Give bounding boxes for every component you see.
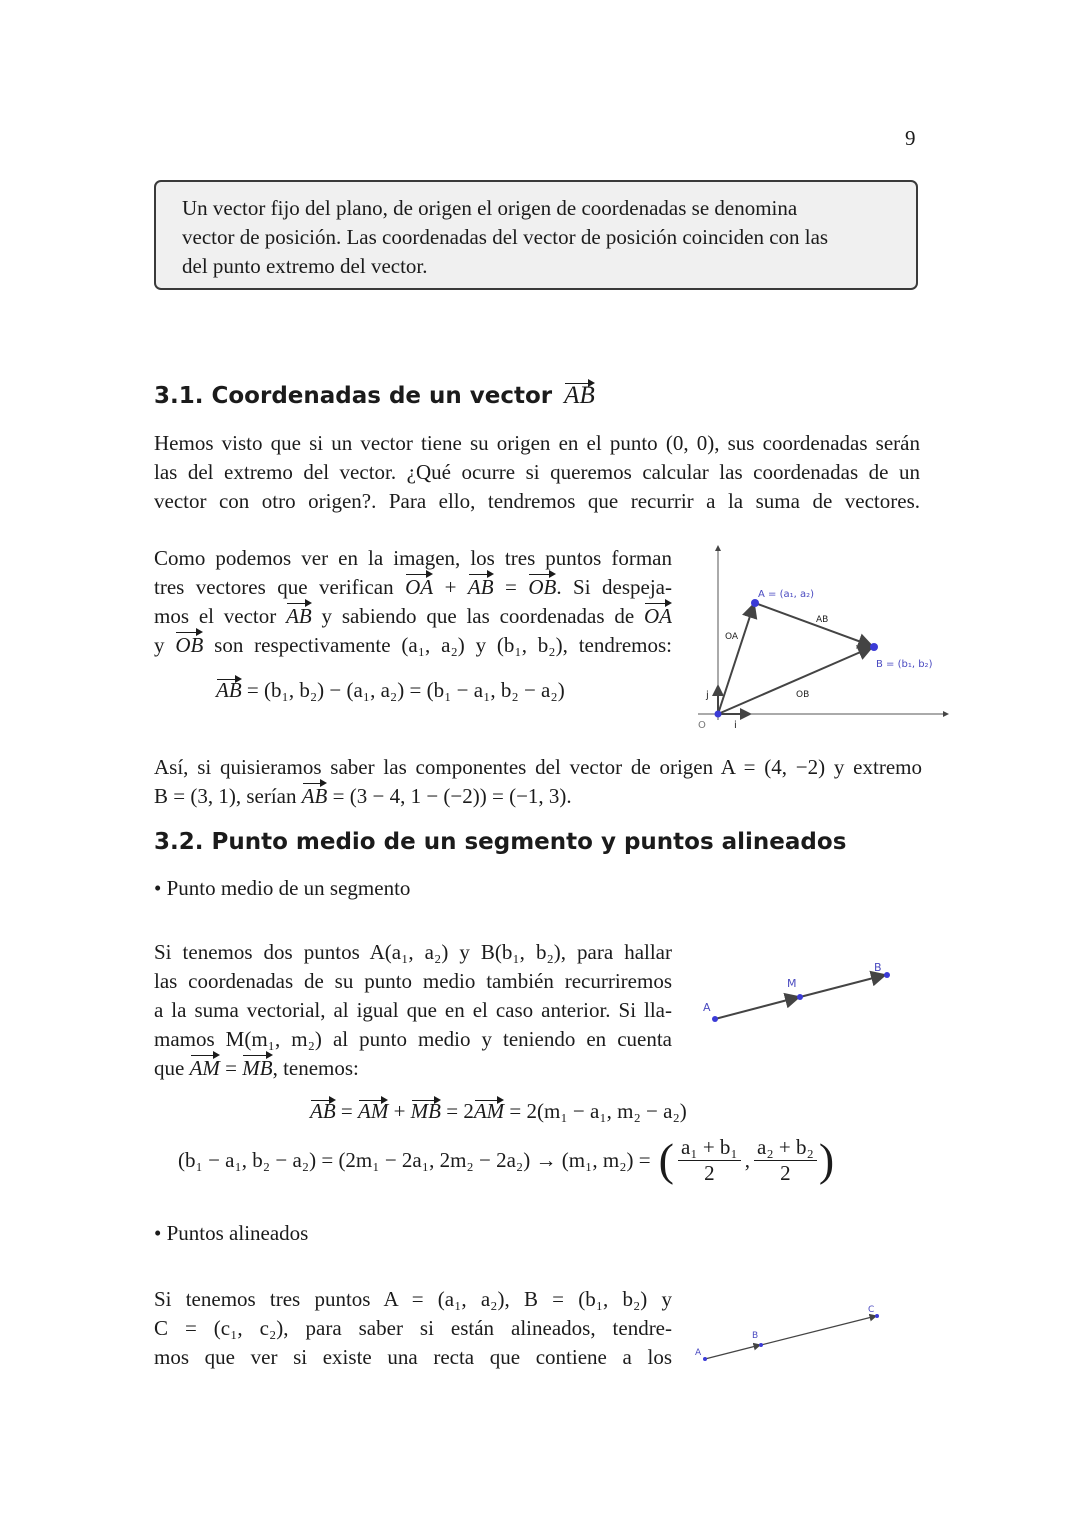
text-span: = (3 − 4, 1 − (−2)) = (−1, 3). — [332, 784, 572, 808]
segment-bc — [761, 1316, 876, 1345]
midpoint-equation-2 — [178, 1132, 834, 1188]
aligned-paragraph — [154, 1285, 672, 1372]
vector-oa-line — [718, 604, 754, 714]
label-m: M — [787, 977, 797, 990]
label-oa: OA — [725, 632, 739, 642]
label-a: A — [695, 1348, 702, 1358]
vector-oa: OA — [405, 573, 433, 602]
para-line: Como podemos ver en la imagen, los tres puntos forman — [154, 546, 672, 570]
label-ab: AB — [816, 615, 829, 625]
heading-text: 3.1. Coordenadas de un vector — [154, 383, 553, 409]
para-line: que AM = MB, tenemos: — [154, 1054, 672, 1083]
para-line: tres vectores que verifican OA + AB = OB. Si despeja- — [154, 573, 672, 602]
bullet-label: Punto medio de un segmento — [166, 876, 411, 900]
text-span: . Si despeja- — [556, 575, 672, 599]
intro-line: Hemos visto que si un vector tiene su origen en el punto (0, 0), sus coordenadas serán — [154, 431, 920, 455]
intro-line: las del extremo del vector. ¿Qué ocurre si queremos calcular las coordenadas de un — [154, 460, 920, 484]
bullet-dot: • — [154, 1221, 162, 1245]
segment-ab — [705, 1345, 760, 1359]
section-heading-3-2: 3.2. Punto medio de un segmento y puntos alineados — [154, 829, 847, 855]
vector-oa: OA — [644, 602, 672, 631]
bullet-label: Puntos alineados — [166, 1221, 309, 1245]
point-c — [875, 1314, 879, 1318]
ab-equation — [216, 678, 565, 703]
equation-text: = (b₁, b₂) − (a₁, a₂) = (b₁ − a₁, b₂ − a₂) — [246, 678, 565, 702]
text-span: y sabiendo que las coordenadas de — [321, 604, 635, 628]
comma: , — [744, 1147, 750, 1172]
vector-am: AM — [190, 1054, 220, 1083]
eq-op: + — [393, 1099, 406, 1123]
fraction-2 — [754, 1135, 817, 1186]
frac-den: 2 — [780, 1160, 791, 1185]
point-a — [712, 1016, 718, 1022]
label-origin: O — [698, 720, 706, 731]
label-point-b: B = (b₁, b₂) — [876, 659, 933, 670]
vector-ob: OB — [175, 631, 203, 660]
eq-op: = — [340, 1099, 353, 1123]
para-line — [154, 782, 922, 811]
intro-paragraph — [154, 429, 920, 516]
definition-line: Un vector fijo del plano, de origen el origen de coordenadas se denomina — [182, 196, 798, 220]
point-b — [870, 643, 878, 651]
eq-op: = 2 — [446, 1099, 474, 1123]
vector-paragraph — [154, 544, 672, 660]
vector-ab: AB — [468, 573, 494, 602]
eq-op: = 2(m₁ − a₁, m₂ − a₂) — [509, 1099, 687, 1123]
para-line — [154, 602, 672, 631]
label-j: j — [706, 690, 709, 701]
point-o — [715, 711, 722, 718]
text-span: y — [154, 633, 165, 657]
bullet-aligned — [154, 1221, 308, 1246]
frac-num: a₁ + b₁ — [678, 1135, 741, 1161]
label-c: C — [868, 1305, 875, 1315]
para-line: Así, si quisieramos saber las componentes del vector de origen A = (4, −2) y extremo — [154, 755, 922, 779]
midpoint-equation-1 — [310, 1099, 687, 1124]
aligned-diagram — [690, 1298, 890, 1368]
para-line — [154, 631, 672, 660]
para-line: mamos M(m₁, m₂) al punto medio y teniendo en cuenta — [154, 1027, 672, 1051]
paren-right: ) — [818, 1134, 835, 1185]
vector-ab: AB — [302, 782, 328, 811]
vector-ab: AB — [286, 602, 312, 631]
vector-am: AM — [473, 1099, 505, 1123]
segment-mb — [800, 975, 885, 997]
text-span: B = (3, 1), serían — [154, 784, 297, 808]
vector-ab: AB — [216, 678, 242, 702]
vector-ob-line — [718, 647, 872, 714]
para-line: las coordenadas de su punto medio también recurriremos — [154, 969, 672, 993]
vector-mb: MB — [410, 1099, 441, 1123]
bullet-dot: • — [154, 876, 162, 900]
page-number: 9 — [905, 126, 916, 150]
para-line: mos que ver si existe una recta que contiene a los — [154, 1345, 672, 1369]
text-span: , tenemos: — [272, 1056, 359, 1080]
label-b: B — [752, 1331, 759, 1341]
point-m — [797, 994, 803, 1000]
para-line: Si tenemos dos puntos A(a₁, a₂) y B(b₁, b₂), para hallar — [154, 940, 672, 964]
para-line: a la suma vectorial, al igual que en el caso anterior. Si lla- — [154, 998, 672, 1022]
point-a — [703, 1357, 707, 1361]
midpoint-paragraph — [154, 938, 672, 1083]
text-span: tres vectores que verifican — [154, 575, 394, 599]
heading-vector: AB — [564, 382, 595, 409]
vector-am: AM — [358, 1099, 389, 1123]
text-span: mos el vector — [154, 604, 277, 628]
bullet-midpoint — [154, 876, 410, 901]
vector-diagram — [690, 540, 952, 732]
text-span: son respectivamente (a₁, a₂) y (b₁, b₂), tendremos: — [214, 633, 673, 657]
intro-line: vector con otro origen?. Para ello, tendremos que recurrir a la suma de vectores. — [154, 489, 920, 513]
para-line: Si tenemos tres puntos A = (a₁, a₂), B = (b₁, b₂) y — [154, 1287, 672, 1311]
label-b: B — [874, 961, 882, 974]
section-heading-3-1 — [154, 382, 595, 410]
eq-left: (b₁ − a₁, b₂ − a₂) = (2m₁ − 2a₁, 2m₂ − 2a₂) → (m₁, m₂) = — [178, 1147, 651, 1172]
point-b — [884, 972, 890, 978]
vector-ob: OB — [528, 573, 556, 602]
vector-mb: MB — [242, 1054, 272, 1083]
frac-num: a₂ + b₂ — [754, 1135, 817, 1161]
midpoint-diagram — [695, 958, 900, 1028]
label-i: i — [734, 720, 737, 731]
vector-ab-line — [755, 603, 872, 646]
paren-left: ( — [658, 1134, 674, 1185]
fraction-1 — [678, 1135, 741, 1186]
segment-am — [715, 997, 799, 1019]
example-paragraph — [154, 753, 922, 811]
definition-line: del punto extremo del vector. — [182, 254, 428, 278]
point-a — [751, 599, 759, 607]
text-span: que — [154, 1056, 185, 1080]
label-ob: OB — [796, 690, 810, 700]
definition-box — [154, 180, 918, 290]
label-a: A — [703, 1001, 711, 1014]
para-line: C = (c₁, c₂), para saber si están alineados, tendre- — [154, 1316, 672, 1340]
frac-den: 2 — [704, 1160, 715, 1185]
point-b — [759, 1343, 763, 1347]
definition-line: vector de posición. Las coordenadas del vector de posición coinciden con las — [182, 225, 829, 249]
label-point-a: A = (a₁, a₂) — [758, 589, 815, 600]
vector-ab: AB — [310, 1099, 336, 1123]
